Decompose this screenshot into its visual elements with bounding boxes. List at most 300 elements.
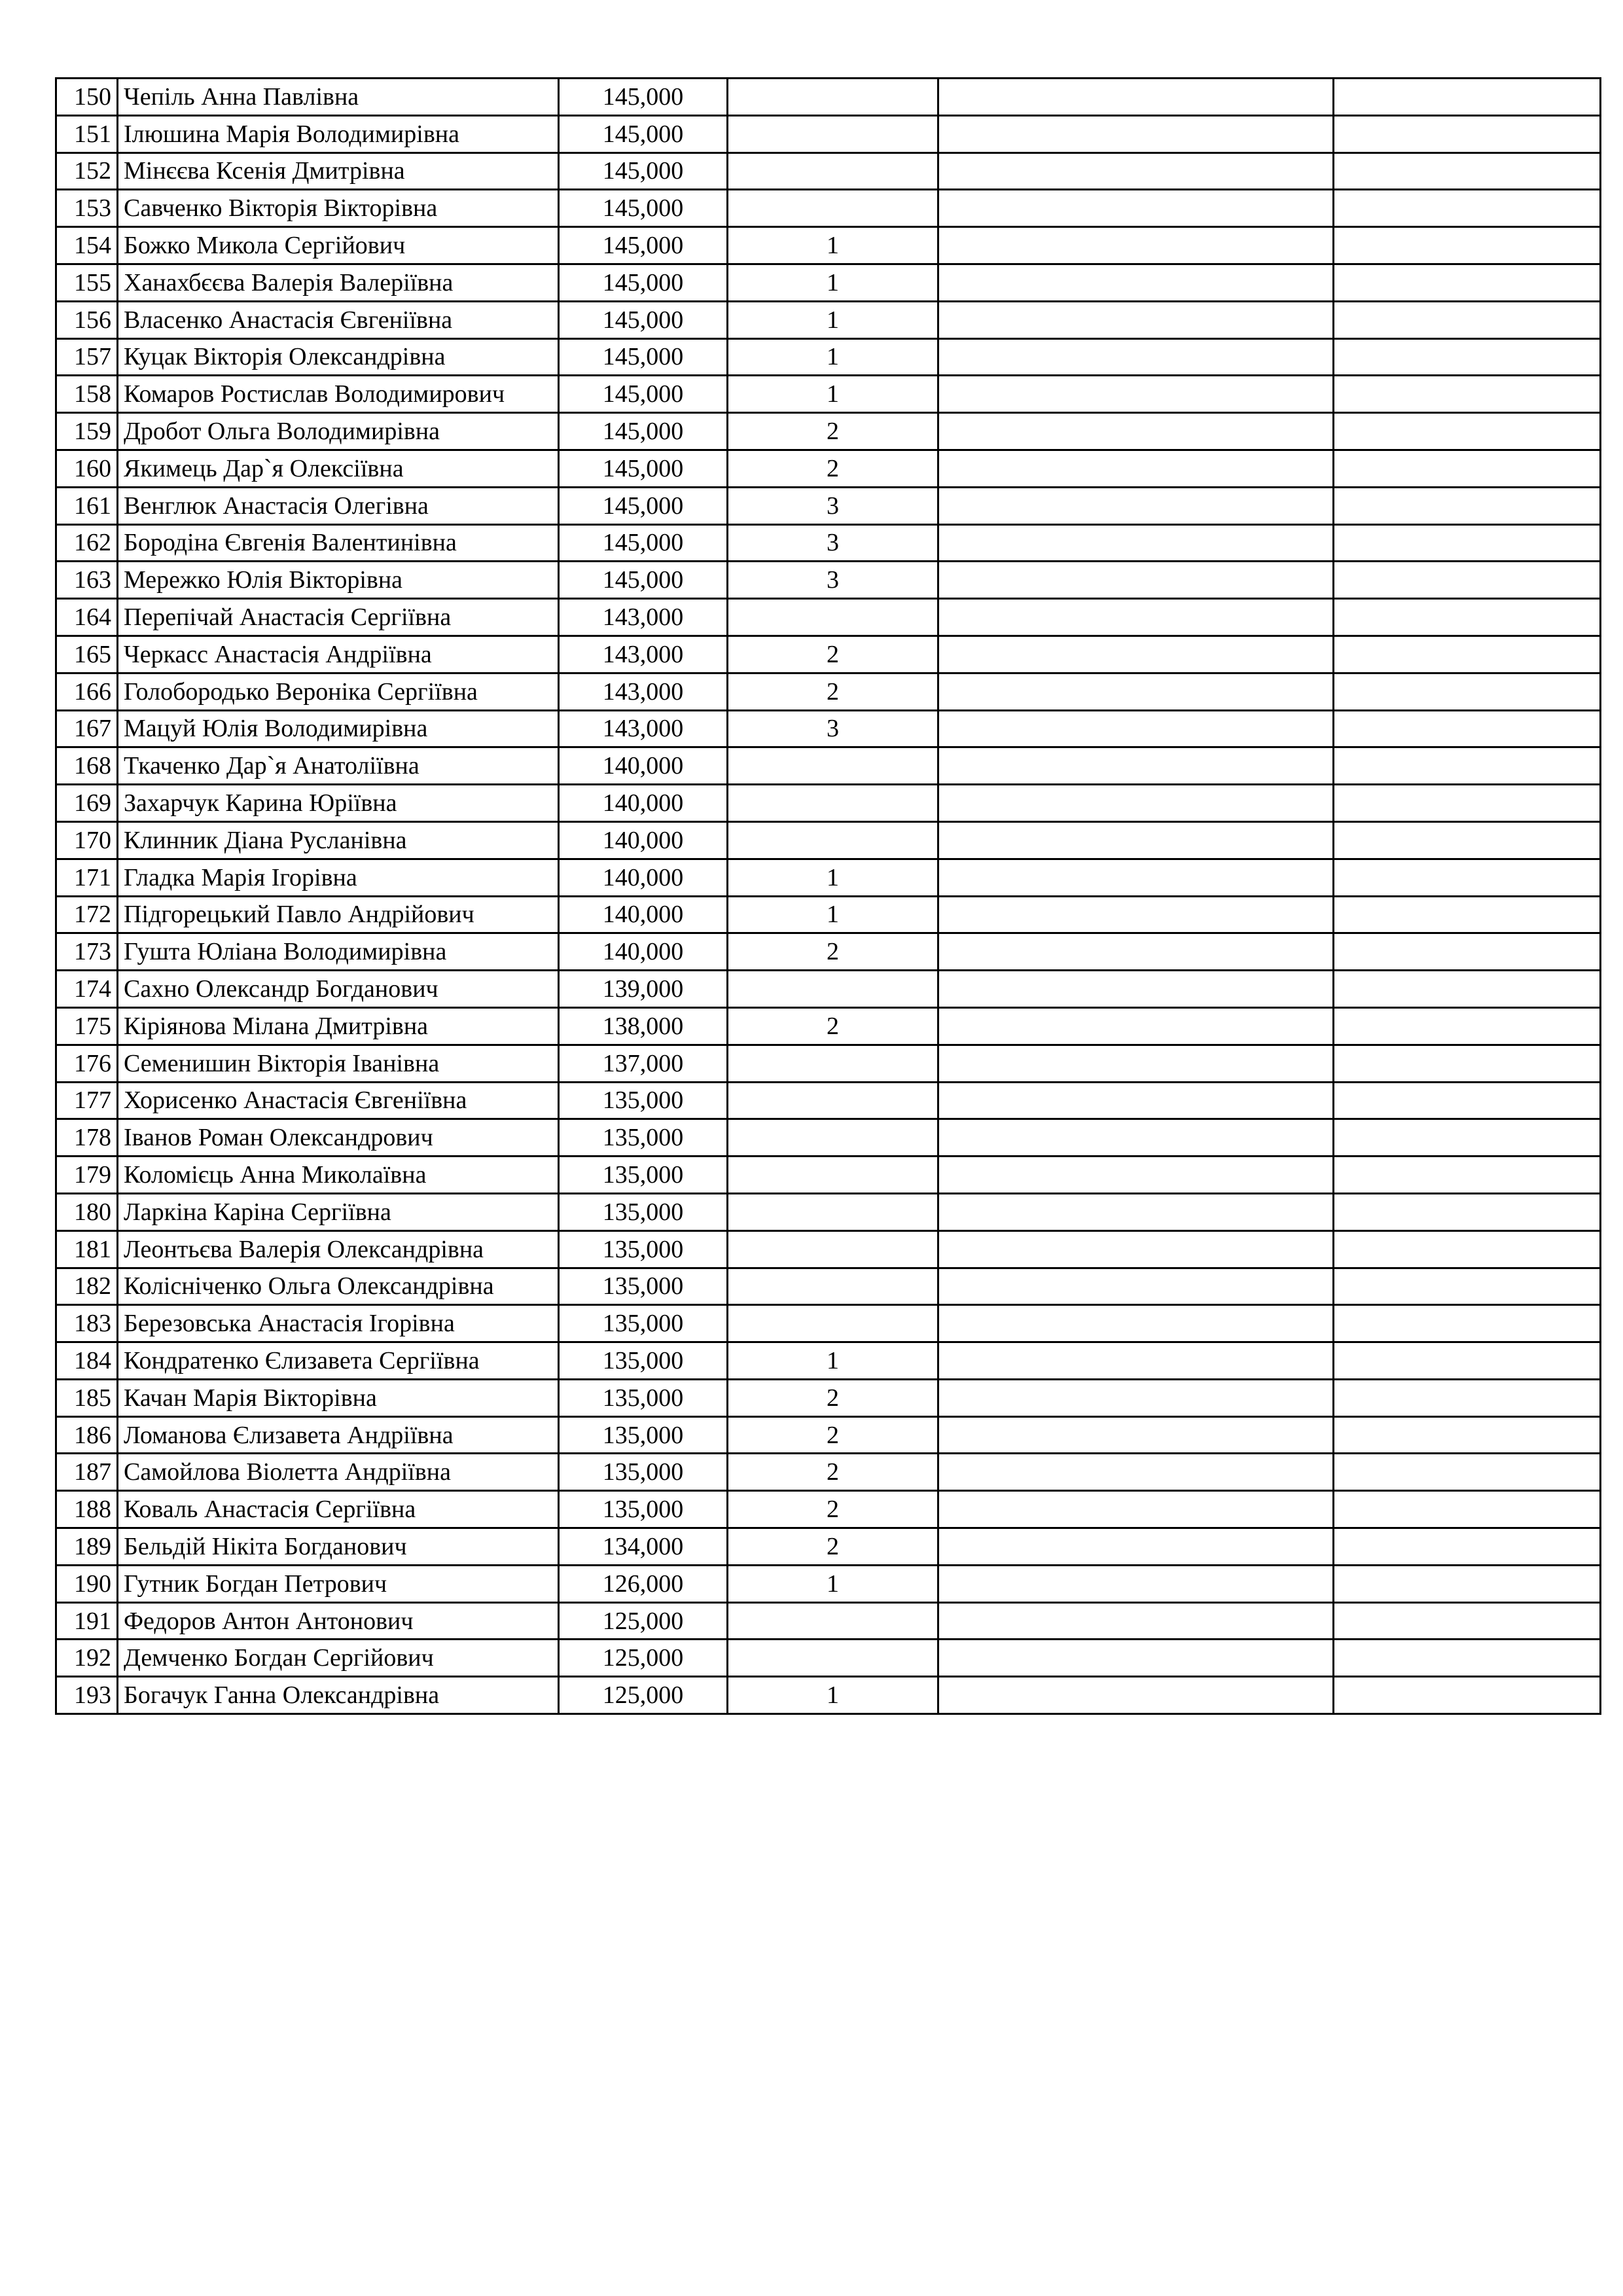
empty-cell [1334,1119,1601,1157]
priority-value [728,971,938,1008]
row-number: 192 [56,1640,118,1677]
empty-cell [1334,1416,1601,1454]
applicant-name: Кіріянова Мілана Дмитрівна [118,1007,559,1045]
competitive-score: 140,000 [559,896,728,933]
priority-value: 1 [728,896,938,933]
applicant-name: Самойлова Віолетта Андріївна [118,1454,559,1491]
empty-cell [1334,115,1601,152]
empty-cell [938,971,1334,1008]
applicant-name: Семенишин Вікторія Іванівна [118,1045,559,1082]
priority-value: 1 [728,859,938,896]
priority-value: 1 [728,264,938,301]
empty-cell [1334,1491,1601,1528]
priority-value [728,1193,938,1230]
applicant-name: Савченко Вікторія Вікторівна [118,190,559,227]
competitive-score: 135,000 [559,1342,728,1380]
empty-cell [1334,1528,1601,1566]
priority-value [728,190,938,227]
empty-cell [1334,1045,1601,1082]
competitive-score: 140,000 [559,785,728,822]
row-number: 170 [56,821,118,859]
priority-value [728,1268,938,1305]
applicant-name: Качан Марія Вікторівна [118,1379,559,1416]
priority-value [728,1305,938,1342]
competitive-score: 145,000 [559,227,728,264]
row-number: 168 [56,747,118,785]
row-number: 160 [56,450,118,487]
table-row [56,1379,1601,1416]
empty-cell [938,1640,1334,1677]
row-number: 181 [56,1230,118,1268]
priority-value [728,1157,938,1194]
empty-cell [938,896,1334,933]
table-row [56,1565,1601,1602]
row-number: 177 [56,1082,118,1119]
priority-value: 1 [728,301,938,338]
empty-cell [938,1045,1334,1082]
empty-cell [1334,301,1601,338]
empty-cell [938,487,1334,524]
table-row [56,1157,1601,1194]
competitive-score: 145,000 [559,190,728,227]
applicant-name: Сахно Олександр Богданович [118,971,559,1008]
priority-value: 2 [728,1379,938,1416]
table-row [56,376,1601,413]
row-number: 161 [56,487,118,524]
priority-value [728,1230,938,1268]
table-row [56,1528,1601,1566]
empty-cell [938,1454,1334,1491]
table-row [56,933,1601,971]
row-number: 158 [56,376,118,413]
empty-cell [938,264,1334,301]
applicant-name: Коваль Анастасія Сергіївна [118,1491,559,1528]
applicant-name: Підгорецький Павло Андрійович [118,896,559,933]
applicant-name: Мацуй Юлія Володимирівна [118,710,559,747]
priority-value [728,115,938,152]
empty-cell [938,413,1334,450]
empty-cell [938,79,1334,116]
table-row [56,1342,1601,1380]
priority-value [728,599,938,636]
priority-value: 3 [728,524,938,562]
table-row [56,1454,1601,1491]
empty-cell [1334,747,1601,785]
empty-cell [938,1491,1334,1528]
competitive-score: 145,000 [559,264,728,301]
applicant-name: Ломанова Єлизавета Андріївна [118,1416,559,1454]
applicant-name: Власенко Анастасія Євгеніївна [118,301,559,338]
empty-cell [938,1268,1334,1305]
empty-cell [1334,376,1601,413]
applicant-name: Комаров Ростислав Володимирович [118,376,559,413]
competitive-score: 135,000 [559,1454,728,1491]
competitive-score: 143,000 [559,710,728,747]
empty-cell [1334,1268,1601,1305]
row-number: 155 [56,264,118,301]
empty-cell [1334,413,1601,450]
empty-cell [1334,1230,1601,1268]
empty-cell [938,376,1334,413]
competitive-score: 135,000 [559,1157,728,1194]
table-row [56,1268,1601,1305]
empty-cell [1334,264,1601,301]
empty-cell [938,1082,1334,1119]
empty-cell [938,821,1334,859]
table-row [56,562,1601,599]
competitive-score: 135,000 [559,1119,728,1157]
empty-cell [938,747,1334,785]
empty-cell [938,1119,1334,1157]
table-row [56,450,1601,487]
row-number: 163 [56,562,118,599]
competitive-score: 145,000 [559,487,728,524]
priority-value: 1 [728,227,938,264]
table-row [56,1230,1601,1268]
empty-cell [938,1602,1334,1640]
row-number: 172 [56,896,118,933]
applicant-name: Кондратенко Єлизавета Сергіївна [118,1342,559,1380]
applicant-name: Богачук Ганна Олександрівна [118,1677,559,1714]
table-row [56,896,1601,933]
empty-cell [1334,1454,1601,1491]
row-number: 180 [56,1193,118,1230]
competitive-score: 140,000 [559,933,728,971]
empty-cell [938,524,1334,562]
priority-value: 1 [728,338,938,376]
priority-value: 1 [728,1565,938,1602]
applicant-name: Клинник Діана Русланівна [118,821,559,859]
applicant-name: Ткаченко Дар`я Анатоліївна [118,747,559,785]
empty-cell [1334,971,1601,1008]
table-row [56,1416,1601,1454]
applicant-name: Бородіна Євгенія Валентинівна [118,524,559,562]
row-number: 159 [56,413,118,450]
empty-cell [1334,227,1601,264]
table-row [56,1677,1601,1714]
empty-cell [938,152,1334,190]
empty-cell [938,710,1334,747]
empty-cell [1334,190,1601,227]
priority-value: 2 [728,1007,938,1045]
competitive-score: 145,000 [559,338,728,376]
empty-cell [1334,1305,1601,1342]
competitive-score: 145,000 [559,152,728,190]
empty-cell [938,1305,1334,1342]
competitive-score: 145,000 [559,524,728,562]
competitive-score: 143,000 [559,636,728,673]
empty-cell [1334,1379,1601,1416]
row-number: 184 [56,1342,118,1380]
applicant-name: Ханахбєєва Валерія Валеріївна [118,264,559,301]
competitive-score: 145,000 [559,79,728,116]
row-number: 189 [56,1528,118,1566]
competitive-score: 145,000 [559,115,728,152]
applicant-name: Демченко Богдан Сергійович [118,1640,559,1677]
priority-value: 3 [728,487,938,524]
table-row [56,1082,1601,1119]
row-number: 193 [56,1677,118,1714]
table-row [56,1640,1601,1677]
empty-cell [938,562,1334,599]
row-number: 188 [56,1491,118,1528]
row-number: 151 [56,115,118,152]
priority-value: 2 [728,933,938,971]
competitive-score: 135,000 [559,1230,728,1268]
empty-cell [938,338,1334,376]
empty-cell [1334,1677,1601,1714]
applicant-name: Хорисенко Анастасія Євгеніївна [118,1082,559,1119]
empty-cell [1334,152,1601,190]
priority-value: 1 [728,376,938,413]
competitive-score: 145,000 [559,376,728,413]
competitive-score: 125,000 [559,1640,728,1677]
table-row [56,1193,1601,1230]
empty-cell [1334,1342,1601,1380]
row-number: 179 [56,1157,118,1194]
empty-cell [1334,785,1601,822]
empty-cell [1334,1082,1601,1119]
priority-value [728,785,938,822]
empty-cell [938,599,1334,636]
empty-cell [1334,1565,1601,1602]
applicant-name: Коломієць Анна Миколаївна [118,1157,559,1194]
empty-cell [938,1565,1334,1602]
table-body [56,79,1601,1714]
priority-value [728,1640,938,1677]
row-number: 150 [56,79,118,116]
priority-value: 2 [728,1528,938,1566]
empty-cell [1334,562,1601,599]
empty-cell [1334,1193,1601,1230]
empty-cell [938,115,1334,152]
applicant-name: Якимець Дар`я Олексіївна [118,450,559,487]
row-number: 164 [56,599,118,636]
empty-cell [938,1157,1334,1194]
empty-cell [938,673,1334,710]
competitive-score: 137,000 [559,1045,728,1082]
priority-value [728,747,938,785]
empty-cell [938,1528,1334,1566]
empty-cell [1334,636,1601,673]
priority-value: 1 [728,1342,938,1380]
row-number: 183 [56,1305,118,1342]
priority-value: 2 [728,413,938,450]
priority-value: 3 [728,710,938,747]
competitive-score: 138,000 [559,1007,728,1045]
priority-value: 2 [728,450,938,487]
empty-cell [938,1230,1334,1268]
empty-cell [1334,450,1601,487]
applicant-name: Мінєєва Ксенія Дмитрівна [118,152,559,190]
table-row [56,487,1601,524]
table-row [56,710,1601,747]
empty-cell [938,1193,1334,1230]
row-number: 176 [56,1045,118,1082]
table-row [56,636,1601,673]
table-row [56,859,1601,896]
priority-value: 2 [728,1491,938,1528]
table-row [56,1491,1601,1528]
competitive-score: 135,000 [559,1379,728,1416]
competitive-score: 143,000 [559,599,728,636]
applicant-name: Черкасс Анастасія Андріївна [118,636,559,673]
table-row [56,785,1601,822]
applicant-name: Бельдій Нікіта Богданович [118,1528,559,1566]
empty-cell [1334,1640,1601,1677]
table-row [56,152,1601,190]
table-row [56,673,1601,710]
row-number: 169 [56,785,118,822]
priority-value [728,1045,938,1082]
empty-cell [938,636,1334,673]
empty-cell [1334,673,1601,710]
table-row [56,971,1601,1008]
competitive-score: 140,000 [559,859,728,896]
row-number: 167 [56,710,118,747]
empty-cell [1334,821,1601,859]
empty-cell [938,1416,1334,1454]
row-number: 166 [56,673,118,710]
competitive-score: 125,000 [559,1677,728,1714]
applicant-name: Голобородько Вероніка Сергіївна [118,673,559,710]
competitive-score: 126,000 [559,1565,728,1602]
priority-value [728,152,938,190]
competitive-score: 135,000 [559,1193,728,1230]
priority-value: 2 [728,1454,938,1491]
row-number: 162 [56,524,118,562]
table-row [56,747,1601,785]
row-number: 186 [56,1416,118,1454]
priority-value: 1 [728,1677,938,1714]
table-row [56,115,1601,152]
table-row [56,413,1601,450]
empty-cell [938,785,1334,822]
row-number: 174 [56,971,118,1008]
table-row [56,264,1601,301]
empty-cell [938,301,1334,338]
empty-cell [938,1677,1334,1714]
row-number: 154 [56,227,118,264]
competitive-score: 139,000 [559,971,728,1008]
competitive-score: 140,000 [559,821,728,859]
empty-cell [938,227,1334,264]
row-number: 157 [56,338,118,376]
empty-cell [938,859,1334,896]
table-row [56,1602,1601,1640]
empty-cell [1334,933,1601,971]
competitive-score: 145,000 [559,562,728,599]
table-row [56,1007,1601,1045]
competitive-score: 134,000 [559,1528,728,1566]
table-row [56,821,1601,859]
empty-cell [1334,338,1601,376]
table-row [56,524,1601,562]
empty-cell [1334,79,1601,116]
applicant-name: Гладка Марія Ігорівна [118,859,559,896]
competitive-score: 145,000 [559,301,728,338]
row-number: 165 [56,636,118,673]
applicant-name: Іванов Роман Олександрович [118,1119,559,1157]
empty-cell [1334,710,1601,747]
empty-cell [1334,1602,1601,1640]
priority-value [728,79,938,116]
competitive-score: 140,000 [559,747,728,785]
empty-cell [1334,859,1601,896]
row-number: 173 [56,933,118,971]
table-row [56,1119,1601,1157]
applicant-name: Мережко Юлія Вікторівна [118,562,559,599]
row-number: 191 [56,1602,118,1640]
priority-value [728,821,938,859]
competitive-score: 135,000 [559,1416,728,1454]
applicant-name: Гушта Юліана Володимирівна [118,933,559,971]
row-number: 187 [56,1454,118,1491]
empty-cell [938,1007,1334,1045]
priority-value: 2 [728,1416,938,1454]
applicant-name: Колісніченко Ольга Олександрівна [118,1268,559,1305]
applicant-name: Венглюк Анастасія Олегівна [118,487,559,524]
table-row [56,1045,1601,1082]
competitive-score: 135,000 [559,1082,728,1119]
applicant-name: Федоров Антон Антонович [118,1602,559,1640]
applicant-name: Перепічай Анастасія Сергіївна [118,599,559,636]
competitive-score: 135,000 [559,1268,728,1305]
row-number: 153 [56,190,118,227]
applicant-name: Чепіль Анна Павлівна [118,79,559,116]
empty-cell [1334,1157,1601,1194]
row-number: 152 [56,152,118,190]
empty-cell [938,1342,1334,1380]
priority-value [728,1119,938,1157]
competitive-score: 135,000 [559,1305,728,1342]
table-row [56,1305,1601,1342]
empty-cell [1334,599,1601,636]
table-row [56,301,1601,338]
table-row [56,190,1601,227]
competitive-score: 135,000 [559,1491,728,1528]
competitive-score: 145,000 [559,413,728,450]
applicant-name: Ілюшина Марія Володимирівна [118,115,559,152]
row-number: 171 [56,859,118,896]
applicant-name: Захарчук Карина Юріївна [118,785,559,822]
row-number: 182 [56,1268,118,1305]
applicant-name: Березовська Анастасія Ігорівна [118,1305,559,1342]
priority-value: 2 [728,673,938,710]
applicant-name: Божко Микола Сергійович [118,227,559,264]
table-row [56,227,1601,264]
table-row [56,79,1601,116]
competitive-score: 145,000 [559,450,728,487]
empty-cell [938,190,1334,227]
empty-cell [938,1379,1334,1416]
table-row [56,599,1601,636]
applicant-ranking-table [55,77,1601,1715]
row-number: 178 [56,1119,118,1157]
row-number: 185 [56,1379,118,1416]
empty-cell [938,450,1334,487]
applicant-name: Ларкіна Каріна Сергіївна [118,1193,559,1230]
empty-cell [1334,896,1601,933]
priority-value: 2 [728,636,938,673]
priority-value: 3 [728,562,938,599]
row-number: 175 [56,1007,118,1045]
priority-value [728,1082,938,1119]
competitive-score: 143,000 [559,673,728,710]
applicant-name: Куцак Вікторія Олександрівна [118,338,559,376]
row-number: 156 [56,301,118,338]
applicant-name: Дробот Ольга Володимирівна [118,413,559,450]
